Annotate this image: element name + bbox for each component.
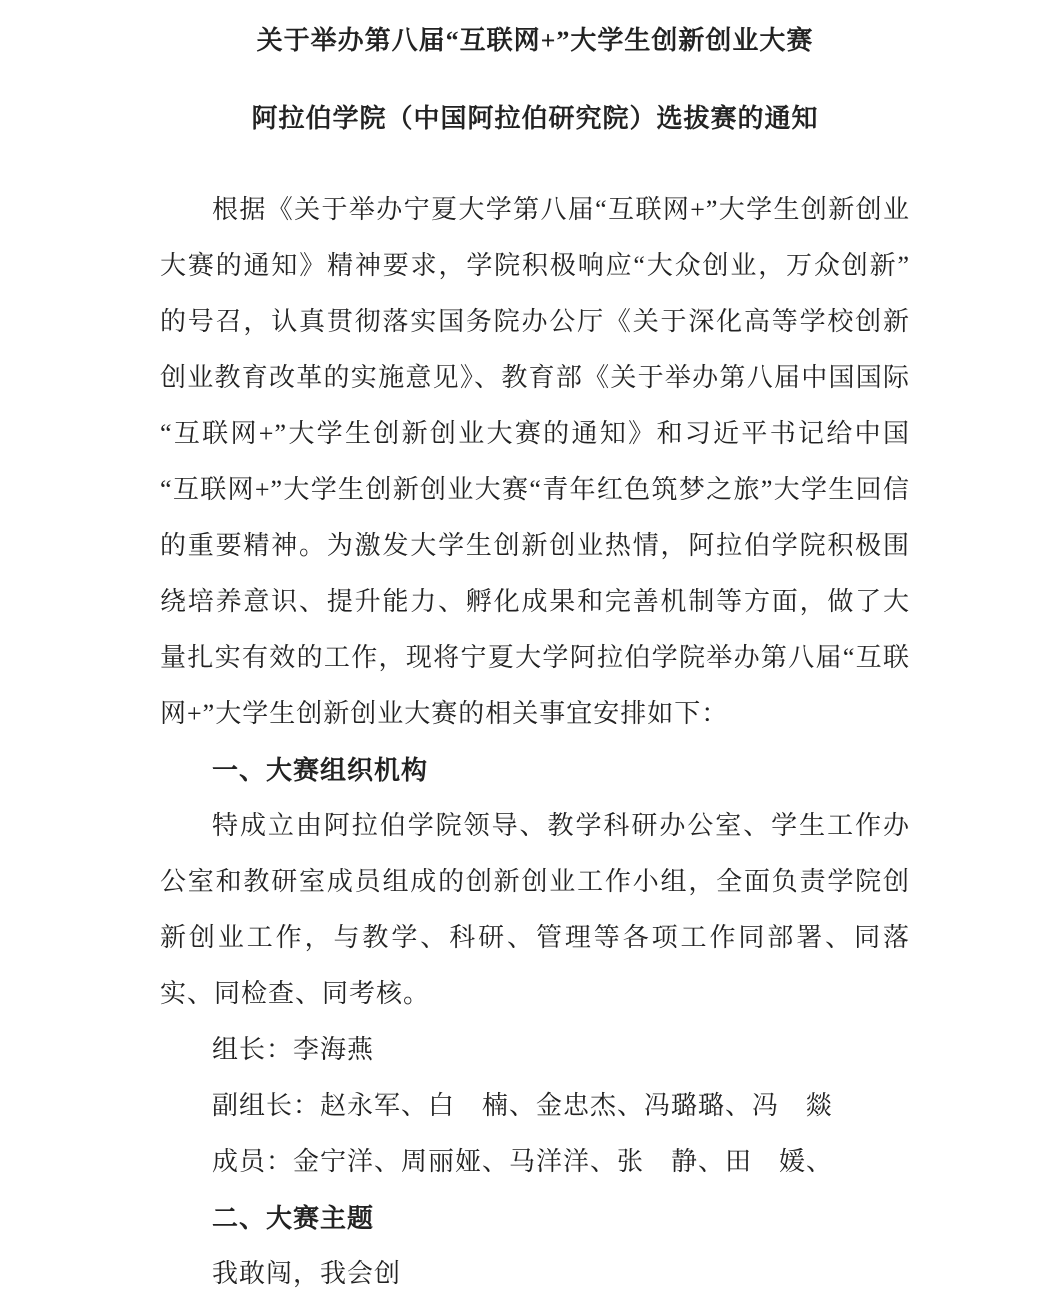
section-1-heading: 一、大赛组织机构 (212, 755, 429, 785)
members-line: 成员：金宁洋、周丽娅、马洋洋、张 静、田 媛、 (212, 1147, 834, 1176)
notice-body (160, 182, 910, 1302)
notice-title-line-1: 关于举办第八届“互联网+”大学生创新创业大赛 (256, 26, 814, 55)
notice-title-line-2: 阿拉伯学院（中国阿拉伯研究院）选拔赛的通知 (251, 104, 819, 133)
deputy-leaders-line: 副组长：赵永军、白 楠、金忠杰、冯璐璐、冯 燚 (212, 1091, 834, 1120)
section-1-paragraph: 特成立由阿拉伯学院领导、教学科研办公室、学生工作办公室和教研室成员组成的创新创业工作小组，全面负责学院创新创业工作，与教学、科研、管理等各项工作同部署、同落实、同检查、同考核。 (160, 811, 910, 1008)
section-2-paragraph: 我敢闯，我会创 (212, 1259, 402, 1288)
group-leader-line: 组长：李海燕 (212, 1035, 375, 1064)
section-2-heading: 二、大赛主题 (212, 1203, 375, 1233)
intro-paragraph: 根据《关于举办宁夏大学第八届“互联网+”大学生创新创业大赛的通知》精神要求，学院积极响应“大众创业，万众创新”的号召，认真贯彻落实国务院办公厅《关于深化高等学校创新创业教育改革的实施意见》、教育部《关于举办第八届中国国际“互联网+”大学生创新创业大赛的通知》和习近平书记给中国“互联网+”大学生创新创业大赛“青年红色筑梦之旅”大学生回信的重要精神。为激发大学生创新创业热情，阿拉伯学院积极围绕培养意识、提升能力、孵化成果和完善机制等方面，做了大量扎实有效的工作，现将宁夏大学阿拉伯学院举办第八届“互联网+”大学生创新创业大赛的相关事宜安排如下： (160, 195, 910, 728)
